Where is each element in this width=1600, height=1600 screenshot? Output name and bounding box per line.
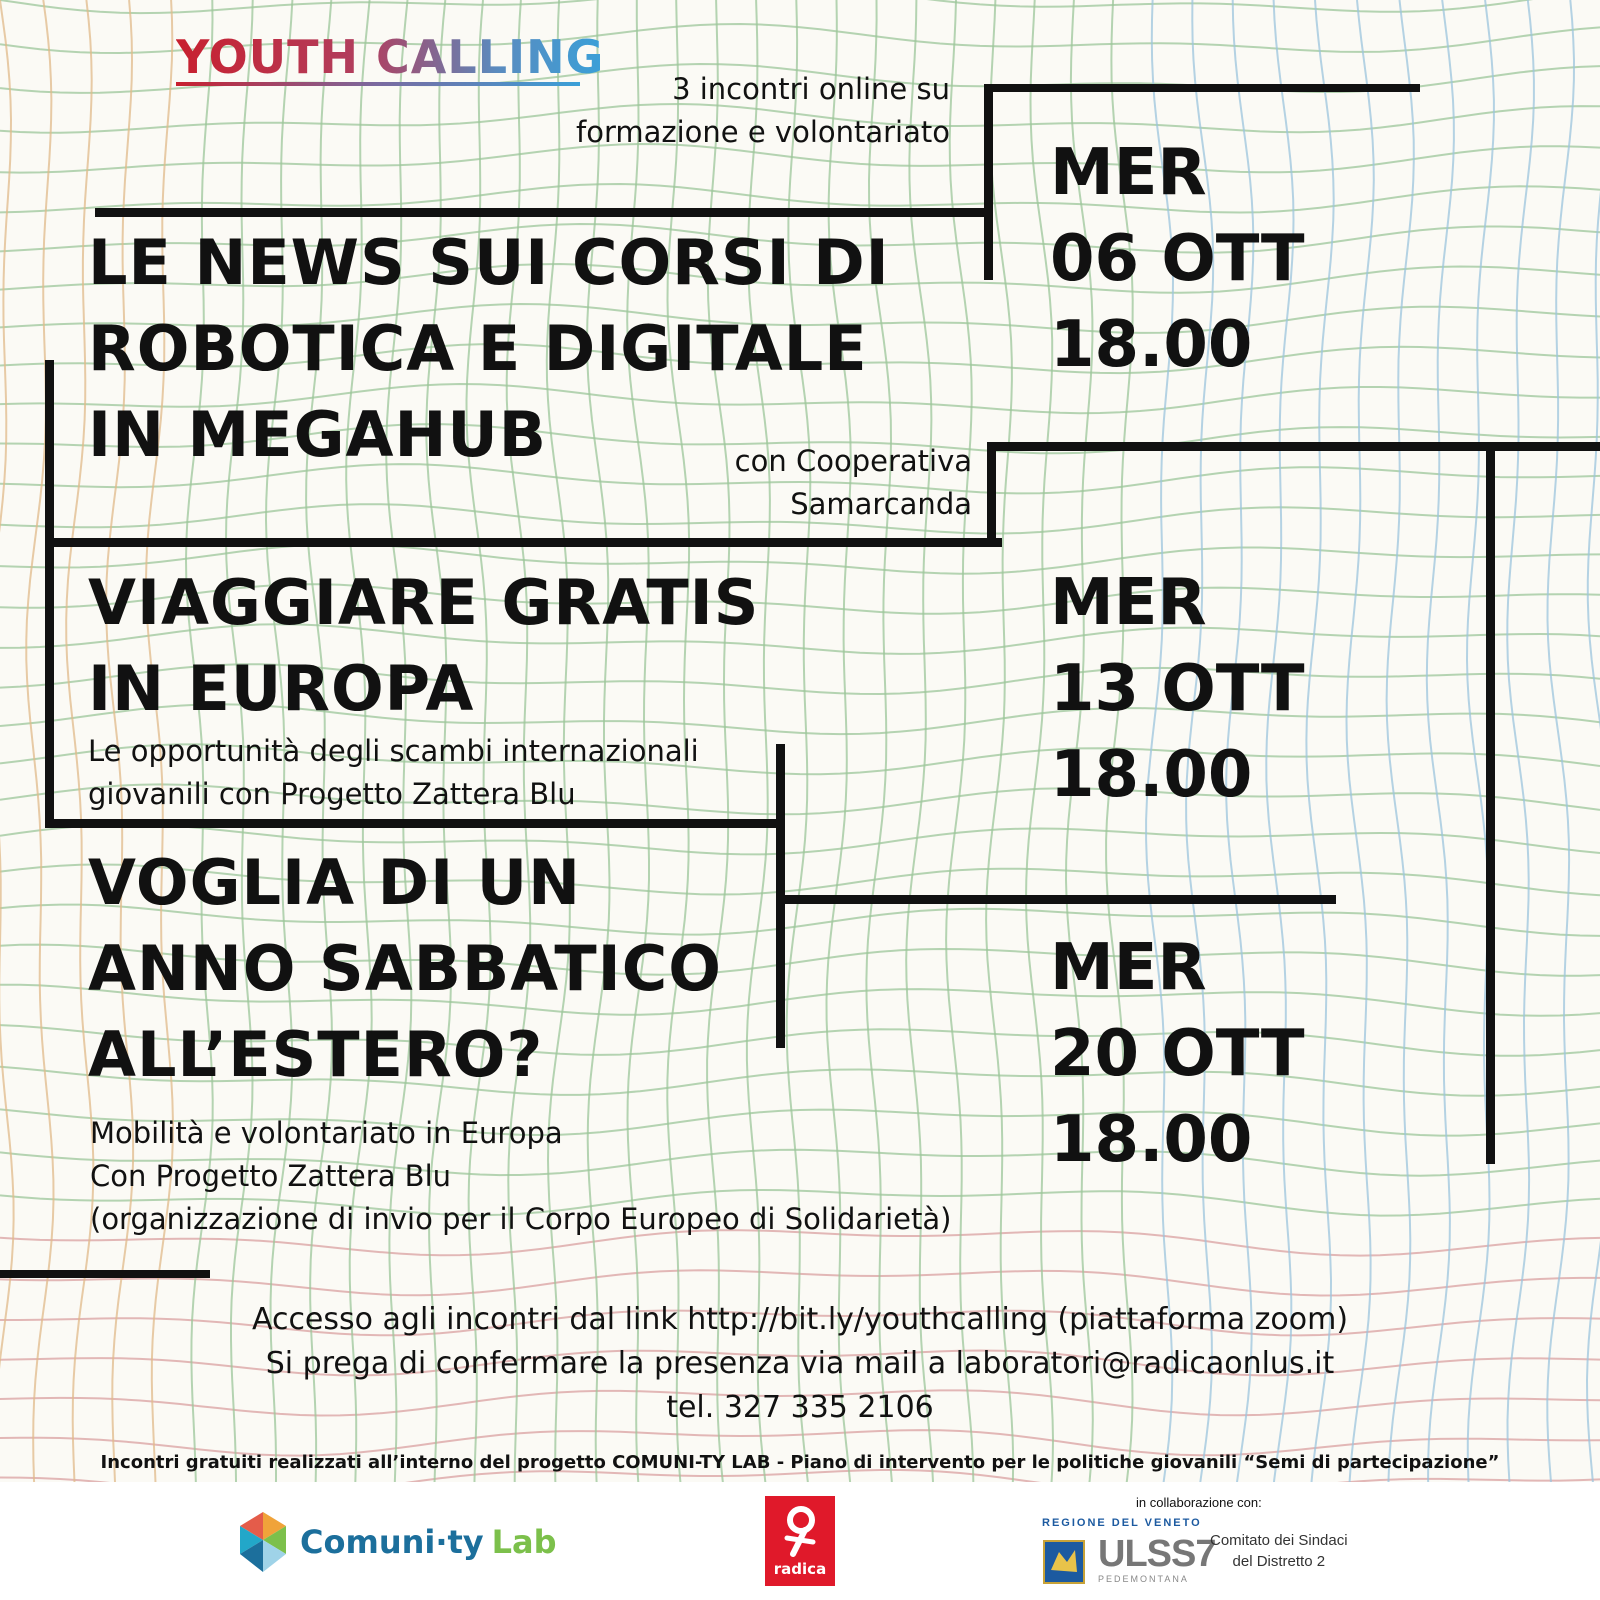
event-3-subtitle: [90, 1112, 951, 1241]
event-day: MER: [1050, 136, 1207, 210]
comunity-logo-name: Comuni·ty: [300, 1523, 484, 1561]
event-title-line: ANNO SABBATICO: [88, 932, 722, 1005]
event-2-title: [88, 560, 759, 732]
ulss7-sub: PEDEMONTANA: [1098, 1574, 1189, 1584]
grid-line: [0, 0, 1600, 13]
comunity-logo-suffix: Lab: [491, 1523, 557, 1561]
event-title-line: VOGLIA DI UN: [88, 846, 581, 919]
comitato-line: Comitato dei Sindaci: [1210, 1532, 1348, 1549]
radica-figure-icon: [775, 1502, 825, 1560]
ulss7-logo: [1098, 1534, 1215, 1584]
event-title-line: VIAGGIARE GRATIS: [88, 566, 760, 639]
event-day: MER: [1050, 566, 1207, 640]
divider: [0, 1270, 210, 1278]
event-1-date: [1050, 130, 1305, 388]
intro-text: [460, 68, 950, 154]
divider: [776, 895, 1336, 904]
event-title-line: ALL’ESTERO?: [88, 1018, 544, 1091]
divider: [45, 360, 54, 828]
event-date: 13 OTT: [1050, 652, 1305, 726]
subtitle-line: Le opportunità degli scambi internazionali: [88, 734, 699, 768]
comitato-sindaci: [1210, 1530, 1348, 1572]
event-time: 18.00: [1050, 738, 1253, 812]
partner-line: con Cooperativa: [734, 444, 972, 478]
event-title-line: LE NEWS SUI CORSI DI: [88, 226, 890, 299]
collab-label: in collaborazione con:: [1136, 1495, 1262, 1510]
event-title-line: IN EUROPA: [88, 652, 475, 725]
intro-line: 3 incontri online su: [672, 72, 950, 106]
access-phone-line[interactable]: tel. 327 335 2106: [666, 1390, 934, 1425]
subtitle-line: Mobilità e volontariato in Europa: [90, 1116, 563, 1150]
divider: [95, 208, 993, 217]
subtitle-line: giovanili con Progetto Zattera Blu: [88, 777, 576, 811]
event-title-line: IN MEGAHUB: [88, 398, 547, 471]
divider: [984, 84, 993, 280]
disclaimer: Incontri gratuiti realizzati all’interno del progetto COMUNI-TY LAB - Piano di intervento per le politiche giovanili “Semi di partecipazione”: [100, 1452, 1500, 1473]
divider: [987, 442, 996, 547]
divider: [45, 538, 1002, 547]
event-3-date: [1050, 925, 1305, 1183]
regione-label: REGIONE DEL VENETO: [1042, 1517, 1202, 1529]
event-2-date: [1050, 560, 1305, 818]
divider: [987, 442, 1600, 451]
comunity-lab-logo: [232, 1506, 557, 1578]
radica-logo: [765, 1496, 835, 1586]
comitato-line: del Distretto 2: [1232, 1553, 1326, 1570]
radica-logo-name: radica: [773, 1560, 827, 1578]
logo-title: YOUTH CALLING: [176, 30, 605, 84]
event-day: MER: [1050, 931, 1207, 1005]
event-title-line: ROBOTICA E DIGITALE: [88, 312, 868, 385]
access-email-line[interactable]: Si prega di confermare la presenza via mail a laboratori@radicaonlus.it: [265, 1346, 1335, 1381]
access-info: [0, 1298, 1600, 1430]
veneto-crest-icon: [1043, 1540, 1085, 1584]
intro-line: formazione e volontariato: [576, 115, 950, 149]
event-2-subtitle: [88, 730, 699, 816]
event-1-partner: [600, 440, 972, 526]
event-time: 18.00: [1050, 308, 1253, 382]
ulss7-name: ULSS7: [1098, 1533, 1216, 1575]
event-3-title: [88, 840, 722, 1098]
access-link-line[interactable]: Accesso agli incontri dal link http://bit.ly/youthcalling (piattaforma zoom): [251, 1302, 1349, 1337]
event-date: 20 OTT: [1050, 1017, 1305, 1091]
subtitle-line: (organizzazione di invio per il Corpo Europeo di Solidarietà): [90, 1202, 952, 1236]
divider: [988, 84, 1420, 92]
event-date: 06 OTT: [1050, 222, 1305, 296]
partner-line: Samarcanda: [790, 487, 972, 521]
event-time: 18.00: [1050, 1103, 1253, 1177]
subtitle-line: Con Progetto Zattera Blu: [90, 1159, 452, 1193]
divider: [1486, 442, 1495, 1164]
divider: [45, 819, 785, 828]
comunity-pinwheel-icon: [232, 1508, 294, 1576]
